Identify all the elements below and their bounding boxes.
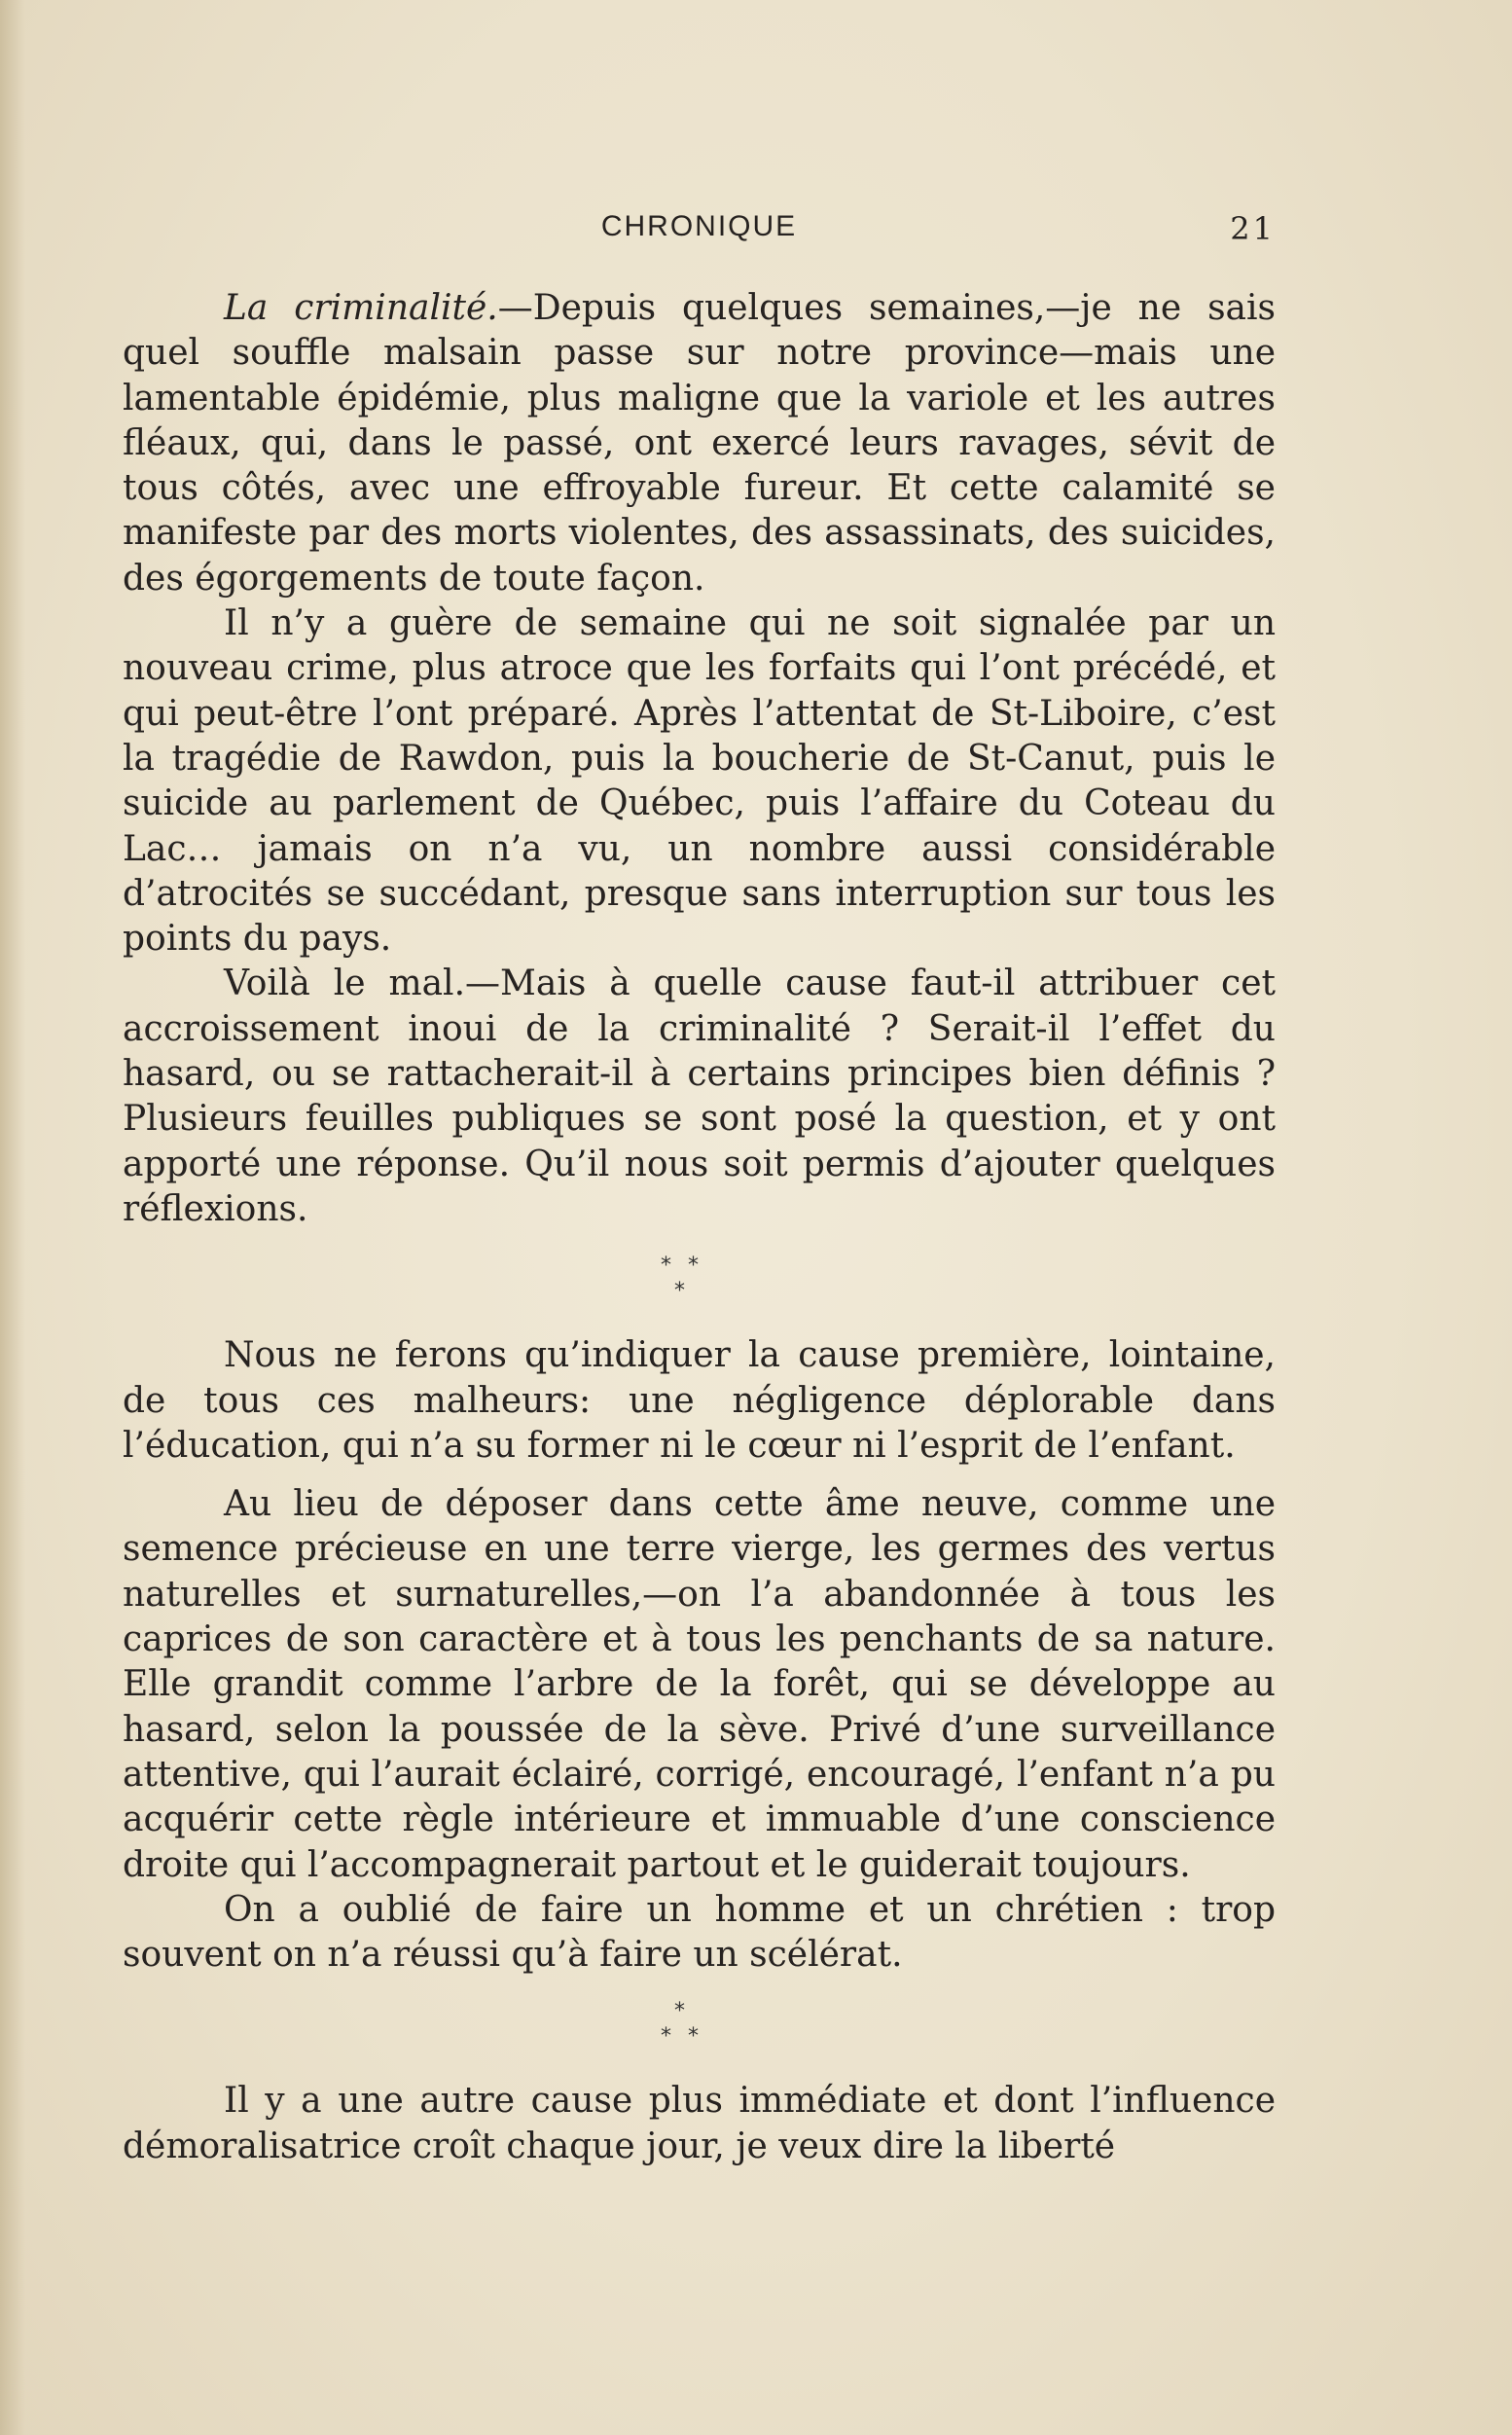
body-text [123, 286, 1276, 2169]
page-header [123, 208, 1276, 251]
paragraph-3: Voilà le mal.—Mais à quelle cause faut-il attribuer cet accroissement inoui de la criminalité ? Serait-il l’effet du hasard, ou se rattacherait-il à certains principes bien définis ? Plusieurs feuilles publiques se sont posé la question, et y ont apporté une réponse. Qu’il nous soit permis d’ajouter quelques réflexions. [123, 963, 1276, 1229]
asterism-star: * [674, 1279, 685, 1304]
asterism-star: * [661, 2024, 671, 2050]
asterism-divider-2 [123, 1983, 1276, 2067]
asterism-divider-1 [123, 1238, 1276, 1322]
paragraph-2: Il n’y a guère de semaine qui ne soit signalée par un nouveau crime, plus atroce que les forfaits qui l’ont précédé, et qui peut-être l’ont préparé. Après l’attentat de St-Liboire, c’est la tragédie de Rawdon, puis la boucherie de St-Canut, puis le suicide au parlement de Québec, puis l’affaire du Coteau du Lac… jamais on n’a vu, un nombre aussi considérable d’atrocités se succédant, presque sans interruption sur tous les points du pays. [123, 603, 1276, 960]
paragraph-7: Il y a une autre cause plus immédiate et dont l’influence démoralisatrice croît chaque jour, je veux dire la liberté [123, 2081, 1276, 2166]
asterism-star: * [688, 2024, 699, 2050]
page-number: 21 [1230, 210, 1276, 247]
asterism-star: * [688, 1254, 699, 1279]
paragraph-4: Nous ne ferons qu’indiquer la cause première, lointaine, de tous ces malheurs: une négligence déplorable dans l’éducation, qui n’a su former ni le cœur ni l’esprit de l’enfant. [123, 1335, 1276, 1466]
running-head: CHRONIQUE [600, 210, 798, 242]
asterism-star: * [661, 1254, 671, 1279]
asterism-star: * [674, 1999, 685, 2024]
paragraph-1 [123, 286, 1276, 601]
section-title: La criminalité. [224, 288, 498, 328]
paragraph-6: On a oublié de faire un homme et un chrétien : trop souvent on n’a réussi qu’à faire un scélérat. [123, 1889, 1276, 1976]
page-gutter-shadow [0, 0, 25, 2435]
paragraph-5: Au lieu de déposer dans cette âme neuve, comme une semence précieuse en une terre vierge, les germes des vertus naturelles et surnaturelles,—on l’a abandonnée à tous les caprices de son caractère et à tous les penchants de sa nature. Elle grandit comme l’arbre de la forêt, qui se développe au hasard, selon la poussée de la sève. Privé d’une surveillance attentive, qui l’aurait éclairé, corrigé, encouragé, l’enfant n’a pu acquérir cette règle intérieure et immuable d’une conscience droite qui l’accompagnerait partout et le guiderait toujours. [123, 1484, 1276, 1885]
paragraph-1-text: —Depuis quelques semaines,—je ne sais quel souffle malsain passe sur notre province—mais une lamentable épidémie, plus maligne que la variole et les autres fléaux, qui, dans le passé, ont exercé leurs ravages, sévit de tous côtés, avec une effroyable fureur. Et cette calamité se manifeste par des morts violentes, des assassinats, des suicides, des égorgements de toute façon. [123, 288, 1276, 599]
